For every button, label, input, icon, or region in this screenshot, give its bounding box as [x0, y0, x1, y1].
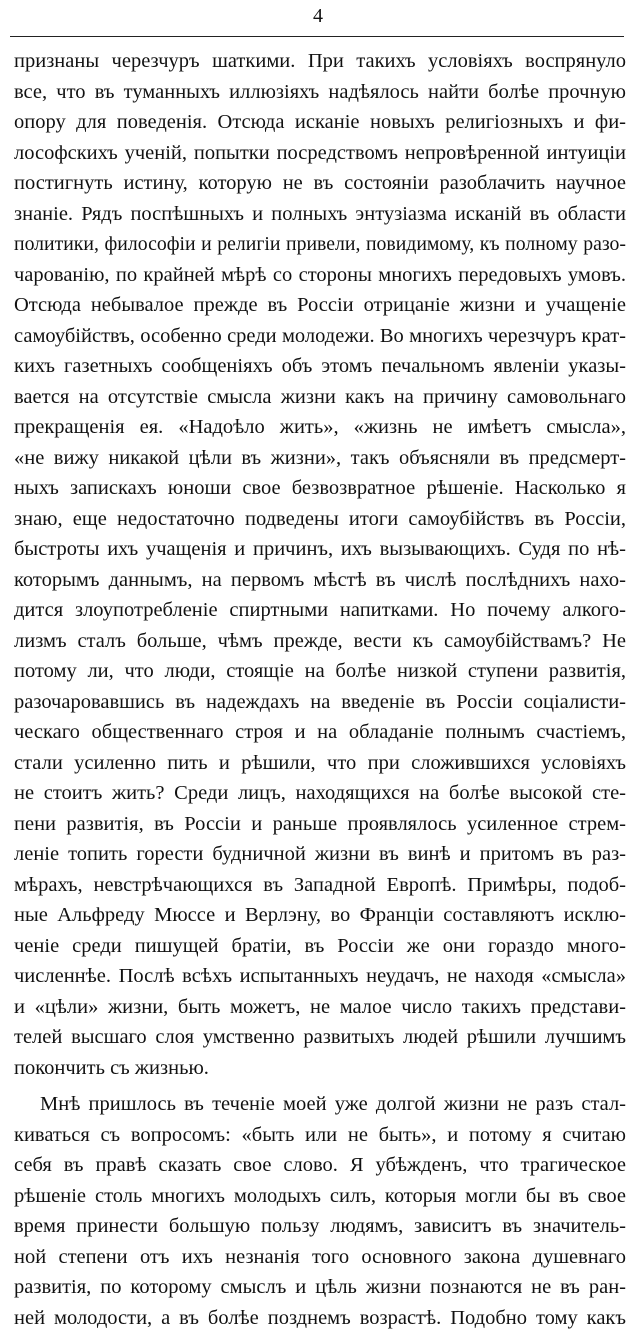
text-line: лизмъ сталъ больше, чѣмъ прежде, вести къ самоубійствамъ? Не	[14, 626, 626, 657]
text-line: леніе топить горести будничной жизни въ винѣ и притомъ въ раз-	[14, 839, 626, 870]
text-line: рѣшеніе столь многихъ молодыхъ силъ, которыя могли бы въ свое	[14, 1181, 626, 1212]
text-line: себя въ правѣ сказать свое слово. Я убѣжденъ, что трагическое	[14, 1150, 626, 1181]
text-line: самоубійствъ, особенно среди молодежи. Во многихъ черезчуръ крат-	[14, 321, 626, 352]
text-line: время принести большую пользу людямъ, зависитъ въ значитель-	[14, 1211, 626, 1242]
text-line: ческаго общественнаго строя и на обладаніе полнымъ счастіемъ,	[14, 717, 626, 748]
text-line: покончить съ жизнью.	[14, 1053, 626, 1084]
text-line: киваться съ вопросомъ: «быть или не быть», и потому я считаю	[14, 1120, 626, 1151]
text-line: кихъ газетныхъ сообщеніяхъ объ этомъ печальномъ явленіи указы-	[14, 351, 626, 382]
text-line: потому ли, что люди, стоящіе на болѣе низкой ступени развитія,	[14, 656, 626, 687]
text-line: развитія, по которому смыслъ и цѣль жизни познаются не въ ран-	[14, 1272, 626, 1303]
text-line: численнѣе. Послѣ всѣхъ испытанныхъ неудачъ, не находя «смысла»	[14, 961, 626, 992]
text-line: и «цѣли» жизни, быть можетъ, не малое число такихъ представи-	[14, 992, 626, 1023]
text-line: все, что въ туманныхъ иллюзіяхъ надѣялось найти болѣе прочную	[14, 77, 626, 108]
text-line: телей высшаго слоя умственно развитыхъ людей рѣшили лучшимъ	[14, 1022, 626, 1053]
text-line: Отсюда небывалое прежде въ Россіи отрицаніе жизни и учащеніе	[14, 290, 626, 321]
text-line: ной степени отъ ихъ незнанія того основного закона душевнаго	[14, 1242, 626, 1273]
text-line: ченіе среди пишущей братіи, въ Россіи же они гораздо много-	[14, 931, 626, 962]
paragraph	[14, 46, 626, 1083]
text-line: стали усиленно пить и рѣшили, что при сложившихся условіяхъ	[14, 748, 626, 779]
text-line: признаны черезчуръ шаткими. При такихъ условіяхъ воспрянуло	[14, 46, 626, 77]
text-line: «не вижу никакой цѣли въ жизни», такъ объясняли въ предсмерт-	[14, 443, 626, 474]
text-line: ные Альфреду Мюссе и Верлэну, во Франціи составляютъ исклю-	[14, 900, 626, 931]
text-line: мѣрахъ, невстрѣчающихся въ Западной Европѣ. Примѣры, подоб-	[14, 870, 626, 901]
header-rule	[10, 36, 624, 37]
text-line: опору для поведенія. Отсюда исканіе новыхъ религіозныхъ и фи-	[14, 107, 626, 138]
text-line: прекращенія ея. «Надоѣло жить», «жизнь не имѣетъ смысла»,	[14, 412, 626, 443]
text-line: разочаровавшись въ надеждахъ на введеніе въ Россіи соціалисти-	[14, 687, 626, 718]
paragraph	[14, 1089, 626, 1333]
text-line: ныхъ запискахъ юноши свое безвозвратное рѣшеніе. Насколько я	[14, 473, 626, 504]
text-line: знаю, еще недостаточно подведены итоги самоубійствъ въ Россіи,	[14, 504, 626, 535]
text-line: вается на отсутствіе смысла жизни какъ на причину самовольнаго	[14, 382, 626, 413]
text-line: не стоитъ жить? Среди лицъ, находящихся на болѣе высокой сте-	[14, 778, 626, 809]
text-line: дится злоупотребленіе спиртными напитками. Но почему алкого-	[14, 595, 626, 626]
text-line: быстроты ихъ учащенія и причинъ, ихъ вызывающихъ. Судя по нѣ-	[14, 534, 626, 565]
page-number: 4	[0, 5, 636, 28]
text-line: чарованію, по крайней мѣрѣ со стороны многихъ передовыхъ умовъ.	[14, 260, 626, 291]
body-text	[14, 46, 626, 1333]
text-line: ней молодости, а въ болѣе позднемъ возрастѣ. Подобно тому какъ	[14, 1303, 626, 1333]
text-line: Мнѣ пришлось въ теченіе моей уже долгой жизни не разъ стал-	[14, 1089, 626, 1120]
text-line: знаніе. Рядъ поспѣшныхъ и полныхъ энтузіазма исканій въ области	[14, 199, 626, 230]
text-line: пени развитія, въ Россіи и раньше проявлялось усиленное стрем-	[14, 809, 626, 840]
text-line: лософскихъ ученій, попытки посредствомъ непровѣренной интуиціи	[14, 138, 626, 169]
text-line: постигнуть истину, которую не въ состояніи разоблачить научное	[14, 168, 626, 199]
text-line: политики, философіи и религіи привели, повидимому, къ полному разо-	[14, 229, 626, 260]
text-line: которымъ даннымъ, на первомъ мѣстѣ въ числѣ послѣднихъ нахо-	[14, 565, 626, 596]
